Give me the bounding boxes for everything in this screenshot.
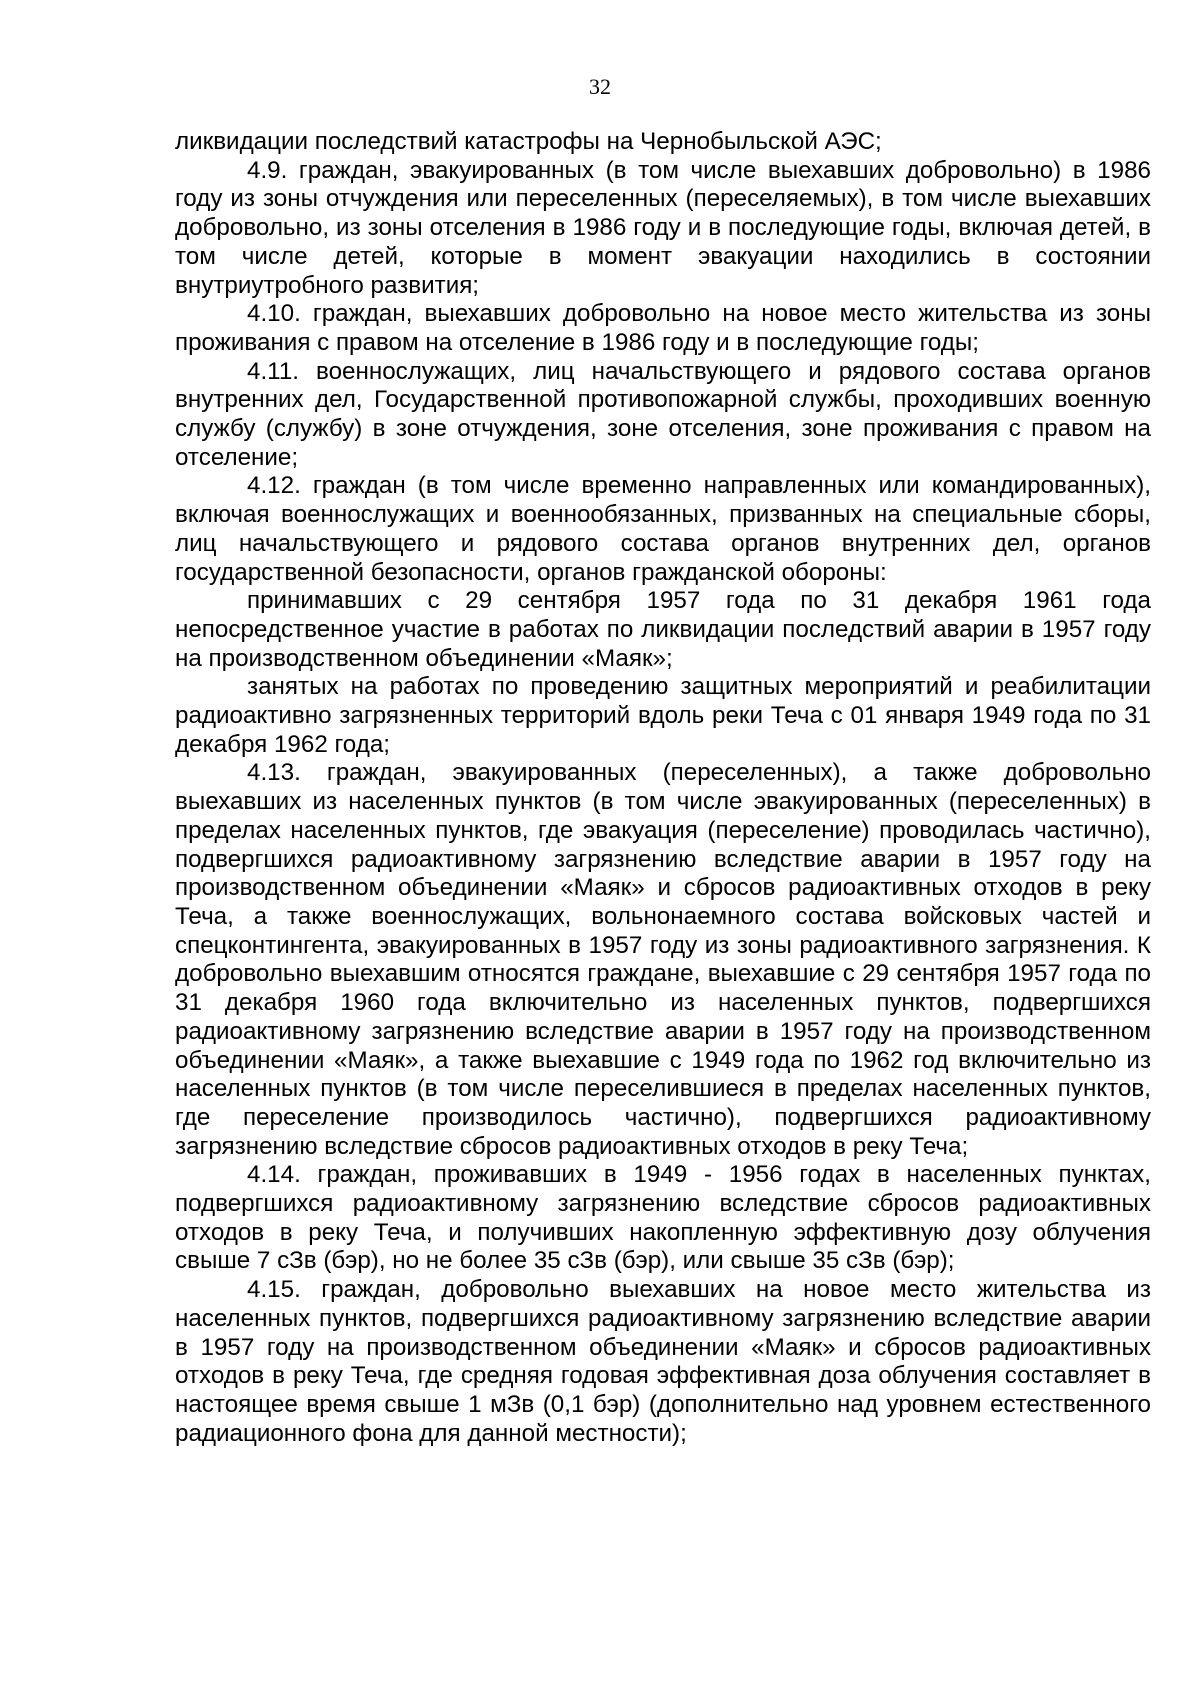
paragraph-subitem-mayak-1957: принимавших с 29 сентября 1957 года по 31 декабря 1961 года непосредственное участие в работах по ликвидации последствий аварии в 1957 году на производственном объединении «Маяк»; bbox=[175, 587, 1151, 672]
paragraph-continuation: ликвидации последствий катастрофы на Чернобыльской АЭС; bbox=[175, 128, 882, 155]
paragraph-item-4-14: 4.14. граждан, проживавших в 1949 - 1956 годах в населенных пунктах, подвергшихся радиоактивному загрязнению вследствие сбросов радиоактивных отходов в реку Теча, и получивших накопленную эффективную дозу облучения свыше 7 сЗв (бэр), но не более 35 сЗв (бэр), или свыше 35 сЗв (бэр); bbox=[175, 1161, 1151, 1275]
paragraph-item-4-15: 4.15. граждан, добровольно выехавших на новое место жительства из населенных пунктов, подвергшихся радиоактивному загрязнению вследствие аварии в 1957 году на производственном объединении «Маяк» и сбросов радиоактивных отходов в реку Теча, где средняя годовая эффективная доза облучения составляет в настоящее время свыше 1 мЗв (0,1 бэр) (дополнительно над уровнем естественного радиационного фона для данной местности); bbox=[175, 1276, 1151, 1447]
paragraph-item-4-13: 4.13. граждан, эвакуированных (переселенных), а также добровольно выехавших из населенных пунктов (в том числе эвакуированных (переселенных) в пределах населенных пунктов, где эвакуация (переселение) проводилась частично), подвергшихся радиоактивному загрязнению вследствие аварии в 1957 году на производственном объединении «Маяк» и сбросов радиоактивных отходов в реку Теча, а также военнослужащих, вольнонаемного состава войсковых частей и спецконтингента, эвакуированных в 1957 году из зоны радиоактивного загрязнения. К добровольно выехавшим относятся граждане, выехавшие с 29 сентября 1957 года по 31 декабря 1960 года включительно из населенных пунктов, подвергшихся радиоактивному загрязнению вследствие аварии в 1957 году на производственном объединении «Маяк», а также выехавшие с 1949 года по 1962 год включительно из населенных пунктов (в том числе переселившиеся в пределах населенных пунктов, где переселение производилось частично), подвергшихся радиоактивному загрязнению вследствие сбросов радиоактивных отходов в реку Теча; bbox=[175, 759, 1151, 1160]
paragraph-subitem-techa-river: занятых на работах по проведению защитных мероприятий и реабилитации радиоактивно загрязненных территорий вдоль реки Теча с 01 января 1949 года по 31 декабря 1962 года; bbox=[175, 673, 1151, 758]
paragraph-item-4-11: 4.11. военнослужащих, лиц начальствующего и рядового состава органов внутренних дел, Государственной противопожарной службы, проходивших военную службу (службу) в зоне отчуждения, зоне отселения, зоне проживания с правом на отселение; bbox=[175, 357, 1151, 471]
paragraph-item-4-9: 4.9. граждан, эвакуированных (в том числе выехавших добровольно) в 1986 году из зоны отчуждения или переселенных (переселяемых), в том числе выехавших добровольно, из зоны отселения в 1986 году и в последующие годы, включая детей, в том числе детей, которые в момент эвакуации находились в состоянии внутриутробного развития; bbox=[175, 156, 1151, 299]
paragraph-item-4-10: 4.10. граждан, выехавших добровольно на новое место жительства из зоны проживания с правом на отселение в 1986 году и в последующие годы; bbox=[175, 300, 1151, 356]
paragraph-item-4-12: 4.12. граждан (в том числе временно направленных или командированных), включая военнослужащих и военнообязанных, призванных на специальные сборы, лиц начальствующего и рядового состава органов внутренних дел, органов государственной безопасности, органов гражданской обороны: bbox=[175, 472, 1151, 586]
document-body bbox=[175, 128, 1151, 1448]
page-number: 32 bbox=[589, 74, 611, 99]
